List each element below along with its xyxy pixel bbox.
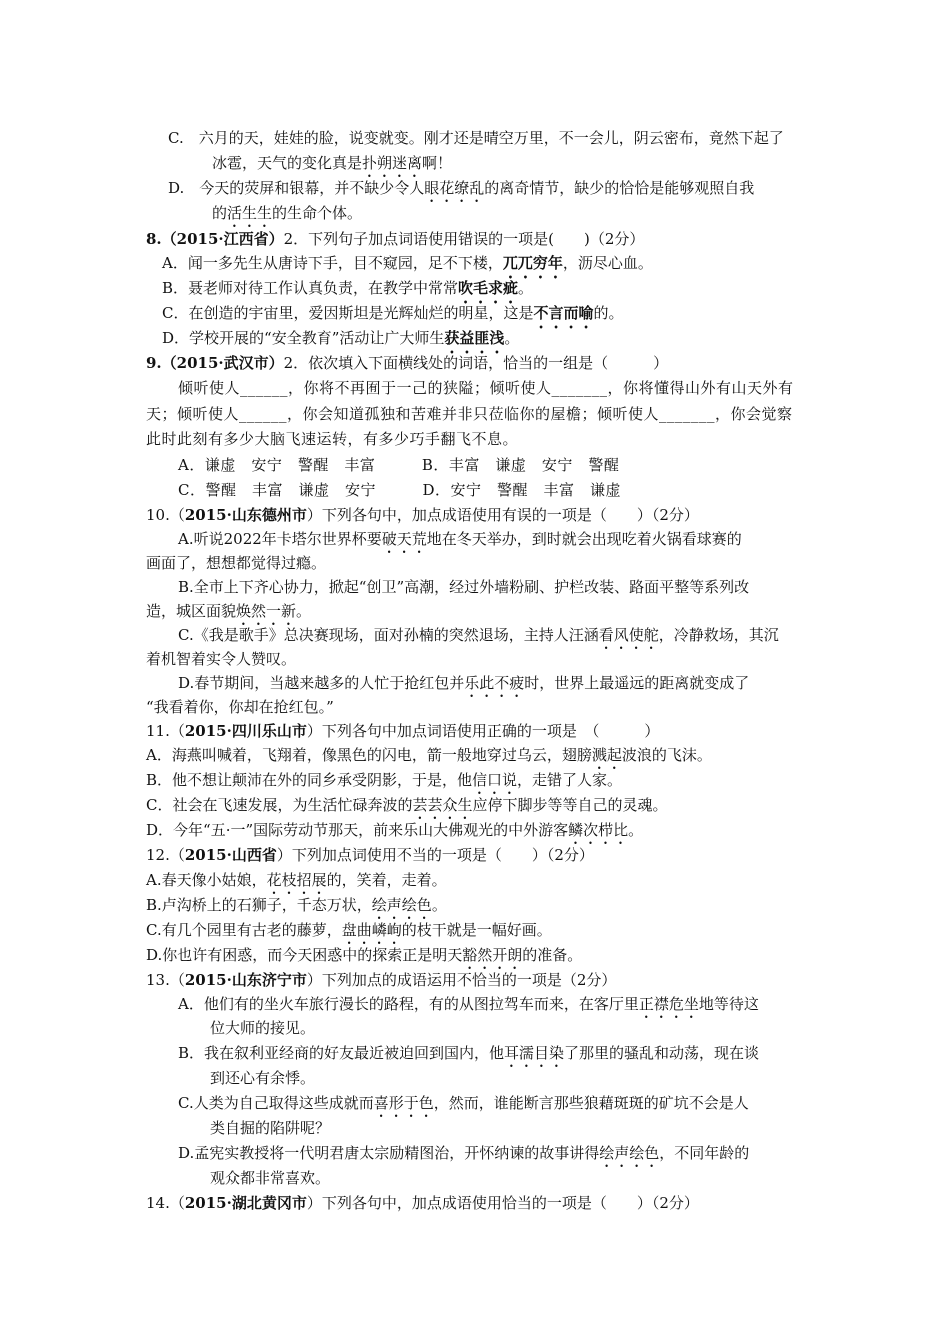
text-line: [146, 795, 668, 823]
text-segment: B．我在叙利亚经商的好友最近被迫回到国内，他: [178, 1044, 505, 1062]
text-segment: 应停下脚步等等自己的灵魂。: [472, 796, 668, 814]
text-line: [146, 920, 552, 948]
emphasized-phrase: 鳞次栉比: [568, 821, 629, 839]
text-line: [146, 721, 659, 741]
text-segment: 的离奇情节，缺少的恰恰是能够观照自我: [484, 179, 755, 197]
emphasized-phrase: 盘曲嶙峋: [341, 921, 402, 939]
text-line: [210, 1118, 330, 1138]
text-segment: 到还心有余悸。: [210, 1069, 316, 1087]
text-segment: ，不同年龄的: [659, 1144, 750, 1162]
text-segment: 的。: [593, 304, 624, 322]
text-segment: B.全市上下齐心协力，掀起“创卫”高潮，经过外墙粉刷、护栏改装、路面平整等系列改: [178, 578, 750, 596]
emphasized-phrase: 溅起: [591, 746, 622, 764]
text-segment: 造，城区面貌: [146, 602, 237, 620]
text-segment: 观众都非常喜欢。: [210, 1169, 331, 1187]
emphasized-phrase: 看风使舵: [598, 626, 659, 644]
text-segment: 的准备。: [522, 946, 583, 964]
emphasized-phrase: 绘声绘色: [371, 896, 432, 914]
text-segment: 。: [628, 821, 644, 839]
text-segment: C．在创造的宇宙里，爱因斯坦是光辉灿烂的明星，这是: [162, 304, 534, 322]
text-segment: 的枝干就是一幅好画。: [401, 921, 552, 939]
text-segment: A．闻一多先生从唐诗下手，目不窥园，足不下楼，: [162, 254, 503, 272]
text-line: [178, 1143, 749, 1171]
text-segment: 倾听使人______，你将不再囿于一己的狭隘；倾听使人_______，你将懂得山外有山天外有: [178, 379, 794, 397]
text-segment: 的生命个体。: [272, 204, 363, 222]
text-segment: 画面了，想想都觉得过瘾。: [146, 554, 327, 572]
text-segment: ）下列加点的成语运用不恰当的一项是（2分）: [306, 971, 617, 989]
text-segment: A.听说2022年卡塔尔世界杯要: [178, 530, 382, 548]
text-line: [146, 404, 793, 424]
text-line: [210, 1018, 315, 1038]
text-line: [146, 1193, 699, 1213]
emphasized-phrase: 活生生: [227, 204, 273, 222]
text-segment: 波浪的飞沫。: [621, 746, 712, 764]
text-segment: 地等待这: [698, 995, 759, 1013]
text-segment: ）下列各句中加点词语使用正确的一项是 （ ）: [306, 722, 660, 740]
text-line: [146, 870, 447, 898]
text-segment: A．海燕叫喊着，飞翔着，像黑色的闪电，箭一般地穿过乌云，翅膀: [146, 746, 592, 764]
emphasized-phrase: 花枝招展: [266, 871, 327, 889]
text-segment: 11.（: [146, 722, 185, 740]
source-label: 2015·山东德州市: [184, 506, 307, 524]
text-line: [178, 577, 749, 597]
text-line: [212, 203, 362, 231]
text-segment: C.人类为自己取得这些成就而: [178, 1094, 374, 1112]
text-line: [178, 1043, 759, 1071]
text-line: [146, 970, 616, 990]
text-segment: D.春节期间，当越来越多的人忙于抢红包并: [178, 674, 465, 692]
text-line: [210, 1168, 330, 1188]
source-label: 9.（2015·武汉市）: [146, 354, 284, 372]
text-segment: C.有几个园里有古老的藤萝，: [146, 921, 342, 939]
text-segment: C．社会在飞速发展，为生活忙碌奔波的: [146, 796, 413, 814]
text-line: [146, 895, 447, 923]
text-segment: D. 今天的荧屏和银幕，并不缺少令人: [168, 179, 425, 197]
emphasized-phrase: 芸芸众生: [412, 796, 473, 814]
text-line: [146, 820, 643, 848]
source-label: 8.（2015·江西省）: [146, 230, 284, 248]
text-segment: A．他们有的坐火车旅行漫长的路程，有的从图拉驾车而来，在客厅里: [178, 995, 639, 1013]
emphasized-phrase: 焕然一新: [236, 602, 297, 620]
text-segment: 着机智着实令人赞叹。: [146, 650, 297, 668]
text-segment: A．谦虚 安宁 警醒 丰富 B．丰富 谦虚 安宁 警醒: [178, 456, 620, 474]
emphasized-phrase: 兀兀穷年: [502, 254, 563, 272]
text-segment: ，沥尽心血。: [562, 254, 653, 272]
text-line: [146, 697, 334, 717]
text-line: [178, 455, 619, 475]
emphasized-phrase: 喜形于色: [373, 1094, 434, 1112]
text-segment: 2．下列句子加点词语使用错误的一项是( )（2分）: [283, 230, 645, 248]
emphasized-phrase: 扑朔迷离: [362, 154, 423, 172]
text-segment: 。: [296, 602, 312, 620]
text-segment: C. 六月的天，娃娃的脸，说变就变。刚才还是晴空万里，不一会儿，阴云密布，竟然下起了: [168, 129, 784, 147]
text-segment: 了那里的骚乱和动荡，现在谈: [564, 1044, 760, 1062]
text-line: [146, 649, 296, 669]
text-segment: 的: [212, 204, 228, 222]
text-segment: “我看着你，你却在抢红包。”: [146, 698, 334, 716]
text-segment: D．学校开展的“安全教育”活动让广大师生: [162, 329, 445, 347]
text-line: [210, 1068, 315, 1088]
text-line: [146, 845, 594, 865]
source-label: 2015·湖北黄冈市: [184, 1194, 307, 1212]
text-segment: 天；倾听使人______，你会知道孤独和苦难并非只莅临你的屋檐；倾听使人_______，你会觉察: [146, 405, 793, 423]
text-segment: C.《我是歌手》总决赛现场，面对孙楠的突然退场，主持人汪涵: [178, 626, 599, 644]
text-segment: 13.（: [146, 971, 185, 989]
emphasized-phrase: 乐此不疲: [464, 674, 525, 692]
text-segment: ，走错了人家。: [517, 771, 623, 789]
text-line: [178, 1093, 749, 1121]
text-line: [212, 153, 452, 181]
text-segment: ，然而，谁能断言那些狼藉斑斑的矿坑不会是人: [433, 1094, 749, 1112]
text-segment: 位大师的接见。: [210, 1019, 316, 1037]
text-segment: 12.（: [146, 846, 185, 864]
emphasized-phrase: 不言而喻: [533, 304, 594, 322]
emphasized-phrase: 耳濡目染: [504, 1044, 565, 1062]
emphasized-phrase: 正襟危坐: [638, 995, 699, 1013]
text-segment: B.卢沟桥上的石狮子，千态万状，: [146, 896, 372, 914]
text-segment: B．聂老师对待工作认真负责，在教学中常常: [162, 279, 459, 297]
text-segment: 冰雹，天气的变化真是: [212, 154, 363, 172]
text-line: [146, 229, 644, 249]
text-line: [146, 505, 699, 525]
text-segment: C．警醒 丰富 谦虚 安宁 D．安宁 警醒 丰富 谦虚: [178, 481, 622, 499]
text-segment: 类自掘的陷阱呢？: [210, 1119, 331, 1137]
text-line: [168, 128, 784, 148]
text-segment: A.春天像小姑娘，: [146, 871, 267, 889]
text-line: [146, 745, 712, 773]
emphasized-phrase: 获益匪浅: [444, 329, 505, 347]
text-segment: B．他不想让颠沛在外的同乡承受阴影，于是，他: [146, 771, 473, 789]
source-label: 2015·山西省: [184, 846, 277, 864]
emphasized-phrase: 破天荒: [381, 530, 427, 548]
text-line: [146, 429, 518, 449]
text-segment: 2．依次填入下面横线处的词语，恰当的一组是（ ）: [283, 354, 669, 372]
text-line: [146, 945, 582, 973]
text-segment: 。: [518, 279, 534, 297]
text-line: [178, 378, 794, 398]
emphasized-phrase: 绘声绘色: [599, 1144, 660, 1162]
text-segment: ）下列各句中，加点成语使用恰当的一项是（ ）（2分）: [306, 1194, 699, 1212]
text-segment: 14.（: [146, 1194, 185, 1212]
text-line: [178, 480, 621, 500]
text-line: [168, 178, 754, 206]
text-segment: 的，笑着，走着。: [326, 871, 447, 889]
source-label: 2015·山东济宁市: [184, 971, 307, 989]
text-segment: D.孟宪实教授将一代明君唐太宗励精图治，开怀纳谏的故事讲得: [178, 1144, 600, 1162]
text-segment: ）下列各句中，加点成语使用有误的一项是（ ）（2分）: [306, 506, 699, 524]
text-segment: 此时此刻有多少大脑飞速运转，有多少巧手翻飞不息。: [146, 430, 519, 448]
text-segment: ）下列加点词使用不当的一项是（ ）（2分）: [276, 846, 594, 864]
text-segment: 。: [504, 329, 520, 347]
emphasized-phrase: 吹毛求疵: [458, 279, 519, 297]
text-line: [146, 553, 326, 573]
source-label: 2015·四川乐山市: [184, 722, 307, 740]
text-line: [146, 770, 622, 798]
text-segment: D.你也许有困惑，而今天困惑中的探索正是明天: [146, 946, 463, 964]
text-segment: 。: [431, 896, 447, 914]
text-segment: 时，世界上最遥远的距离就变成了: [524, 674, 750, 692]
emphasized-phrase: 豁然开朗: [462, 946, 523, 964]
emphasized-phrase: 信口说: [472, 771, 518, 789]
text-segment: 地在冬天举办，到时就会出现吃着火锅看球赛的: [426, 530, 742, 548]
text-segment: 啊！: [422, 154, 453, 172]
emphasized-phrase: 眼花缭乱: [424, 179, 485, 197]
text-segment: D．今年“五·一”国际劳动节那天，前来乐山大佛观光的中外游客: [146, 821, 569, 839]
text-segment: ，冷静救场，其沉: [658, 626, 779, 644]
text-line: [146, 353, 668, 373]
text-segment: 10.（: [146, 506, 185, 524]
